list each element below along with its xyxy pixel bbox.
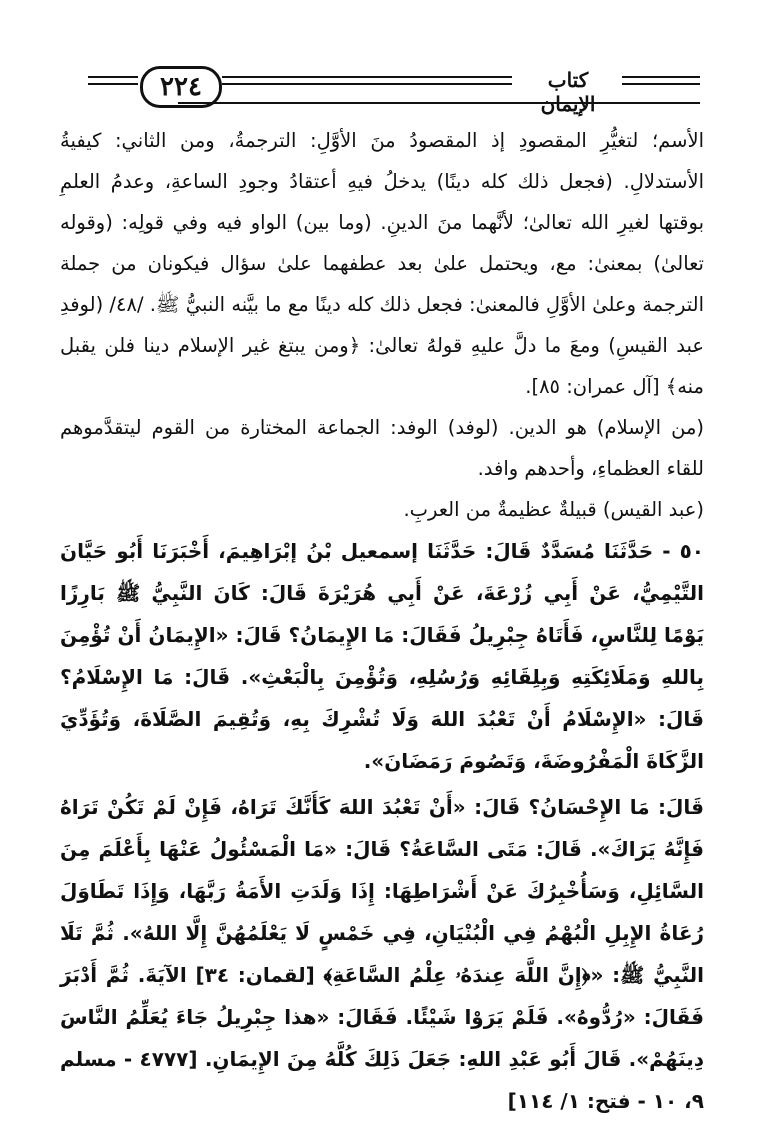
commentary-paragraph: (عبد القيس) قبيلةٌ عظيمةٌ من العربِ. — [403, 498, 704, 521]
hadith-paragraph: ٥٠ - حَدَّثَنَا مُسَدَّدٌ قَالَ: حَدَّثَنَا إسمعيل بْنُ إبْرَاهِيمَ، أَخْبَرَنَا أَبُو حَيَّانَ التَّيْمِيُّ، عَنْ أَبِي زُرْعَةَ، عَنْ أَبِي هُرَيْرَةَ قَالَ: كَانَ النَّبِيُّ ﷺ بَارِزًا يَوْمًا لِلنَّاسِ، فَأَتَاهُ جِبْرِيلُ فَقَالَ: مَا الإِيمَانُ؟ قَالَ: «الإِيمَانُ أَنْ تُؤْمِنَ بِاللهِ وَمَلَائِكَتِهِ وَبِلِقَائِهِ وَرُسُلِهِ، وَتُؤْمِنَ بِالْبَعْثِ». قَالَ: مَا الإِسْلَامُ؟ قَالَ: «الإِسْلَامُ أَنْ تَعْبُدَ اللهَ وَلَا تُشْرِكَ بِهِ، وَتُقِيمَ الصَّلَاةَ، وَتُؤَدِّيَ الزَّكَاةَ الْمَفْرُوضَةَ، وَتَصُومَ رَمَضَانَ». — [60, 539, 704, 773]
header-underline — [178, 102, 700, 104]
header-rule-left-bottom — [88, 83, 138, 85]
page-number: ٢٢٤ — [140, 66, 222, 108]
commentary-paragraph: الأسم؛ لتغيُّرِ المقصودِ إذ المقصودُ منَ الأوَّلِ: الترجمةُ، ومن الثاني: كيفيةُ الأستدلالِ. (فجعل ذلك كله دينًا) يدخلُ فيهِ أعتقادُ وجودِ الساعةِ، وعدمُ العلمِ بوقتها لغيرِ الله تعالىٰ؛ لأنَّهما منَ الدينِ. (وما بين) الواو فيه وفي قولِه: (وقوله تعالىٰ) بمعنىٰ: مع، ويحتمل علىٰ بعد عطفهما علىٰ سؤال فيكونان من جملة الترجمة وعلىٰ الأوَّلِ فالمعنىٰ: فجعل ذلك كله دينًا مع ما بيَّنه النبيُّ ﷺ. /٤٨/ (لوفدِ عبد القيسِ) ومعَ ما دلَّ عليهِ قولهُ تعالىٰ: ﴿ومن يبتغ غير الإسلام دينا فلن يقبل منه﴾ [آل عمران: ٨٥]. — [60, 129, 704, 398]
page-body — [60, 120, 704, 1122]
book-title: كتاب الإيمان — [540, 68, 596, 116]
page-header — [88, 62, 700, 116]
header-rule-middle-bottom — [222, 83, 512, 85]
header-rule-left-top — [88, 76, 138, 78]
hadith-paragraph: قَالَ: مَا الإِحْسَانُ؟ قَالَ: «أَنْ تَعْبُدَ اللهَ كَأَنَّكَ تَرَاهُ، فَإِنْ لَمْ تَكُنْ تَرَاهُ فَإِنَّهُ يَرَاكَ». قَالَ: مَتَى السَّاعَةُ؟ قَالَ: «مَا الْمَسْئُولُ عَنْهَا بِأَعْلَمَ مِنَ السَّائِلِ، وَسَأُخْبِرُكَ عَنْ أَشْرَاطِهَا: إِذَا وَلَدَتِ الأَمَةُ رَبَّهَا، وَإِذَا تَطَاوَلَ رُعَاةُ الإِبِلِ الْبُهْمُ فِي الْبُنْيَانِ، فِي خَمْسٍ لَا يَعْلَمُهُنَّ إِلَّا اللهُ». ثُمَّ تَلَا النَّبِيُّ ﷺ: «﴿إِنَّ اللَّهَ عِندَهُۥ عِلْمُ السَّاعَةِ﴾ [لقمان: ٣٤] الآيَةَ. ثُمَّ أَدْبَرَ فَقَالَ: «رُدُّوهُ». فَلَمْ يَرَوْا شَيْئًا. فَقَالَ: «هذا جِبْرِيلُ جَاءَ يُعَلِّمُ النَّاسَ دِينَهُمْ». قَالَ أَبُو عَبْدِ اللهِ: جَعَلَ ذَلِكَ كُلَّهُ مِنَ الإِيمَانِ. [٤٧٧٧ - مسلم ٩، ١٠ - فتح: ١/ ١١٤] — [60, 795, 705, 1113]
header-rule-middle-top — [222, 76, 512, 78]
header-rule-right-top — [622, 76, 700, 78]
commentary-paragraph: (من الإسلام) هو الدين. (لوفد) الوفد: الجماعة المختارة من القوم ليتقدَّموهم للقاء العظماءِ، وأحدهم وافد. — [60, 416, 704, 480]
header-rule-right-bottom — [622, 83, 700, 85]
